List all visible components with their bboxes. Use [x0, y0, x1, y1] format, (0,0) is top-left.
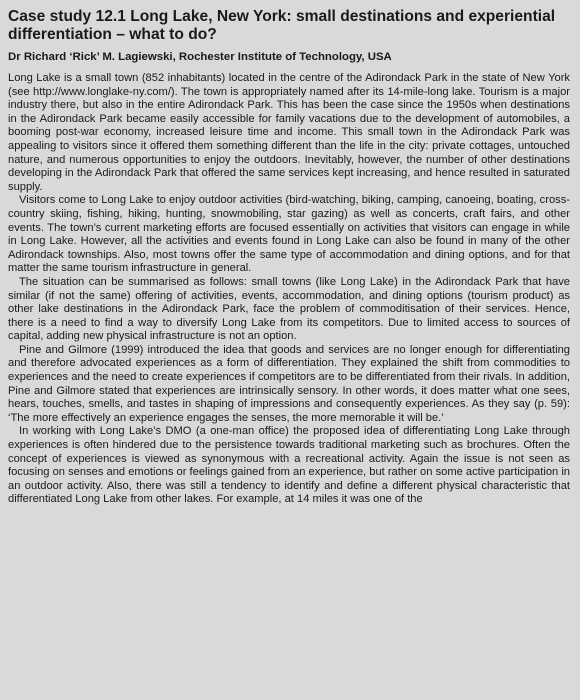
- case-study-title: Case study 12.1 Long Lake, New York: small destinations and experiential differentiation – what to do?: [8, 8, 556, 43]
- paragraph-4: Pine and Gilmore (1999) introduced the idea that goods and services are no longer enough for differentiating and therefore advocated experiences as a form of differentiation. They explained the shift from commodities to experiences and the need to create experiences if competitors are to be differentiated from their rivals. In addition, Pine and Gilmore stated that experiences are intrinsically sensory. In other words, it does matter what one sees, hears, touches, smells, and tastes in shaping of impressions and consequently experiences. As they say (p. 59): ‘The more effectively an experience engages the senses, the more memorable it will be.’: [8, 343, 570, 424]
- paragraph-1: Long Lake is a small town (852 inhabitants) located in the centre of the Adirondack Park in the state of New York (see http://www.longlake-ny.com/). The town is appropriately named after its 14-mile-long lake. Tourism is a major industry there, but also in the entire Adirondack Park. This has been the case since the 1950s when destinations in the Adirondack Park became easily accessible for family vacations due to the development of automobiles, a booming post-war economy, increased leisure time and income. This small town in the Adirondack Park was appealing to visitors since it offered them something different than the life in the city: private cottages, untouched nature, and numerous opportunities to enjoy the outdoors. Inevitably, however, the number of other destinations developing in the Adirondack Park that offered the same services kept increasing, and hence resulted in saturated supply.: [8, 72, 570, 193]
- author-line: Dr Richard ‘Rick’ M. Lagiewski, Rochester Institute of Technology, USA: [8, 51, 392, 63]
- paragraph-5: In working with Long Lake’s DMO (a one-man office) the proposed idea of differentiating Long Lake through experiences is often hindered due to the persistence towards traditional marketing such as brochures. Often the concept of experiences is viewed as synonymous with a recreational activity. Again the issue is not seen as focusing on senses and emotions or feelings gained from an experience, but rather on some active participation in an outdoor activity. Also, there was still a tendency to identify and define a different physical characteristic that differentiated Long Lake from other lakes. For example, at 14 miles it was one of the: [8, 425, 570, 506]
- paragraph-2: Visitors come to Long Lake to enjoy outdoor activities (bird-watching, biking, camping, canoeing, boating, cross-country skiing, fishing, hiking, hunting, snowmobiling, star gazing) as well as concerts, craft fairs, and other events. The town’s current marketing efforts are focused essentially on activities that visitors can engage in while in Long Lake. However, all the activities and events found in Long Lake can also be found in many of the other Adirondack townships. Also, most towns offer the same type of accommodation and dining options, and for that matter the same tourism infrastructure in general.: [8, 194, 570, 275]
- paragraph-3: The situation can be summarised as follows: small towns (like Long Lake) in the Adirondack Park that have similar (if not the same) offering of activities, events, accommodation, and dining options (tourism product) as other lake destinations in the Adirondack Park, face the problem of commoditisation of their services. Hence, there is a need to find a way to diversify Long Lake from its competitors. Due to limited access to sources of capital, adding new physical infrastructure is not an option.: [8, 275, 570, 343]
- body-text: [8, 72, 570, 507]
